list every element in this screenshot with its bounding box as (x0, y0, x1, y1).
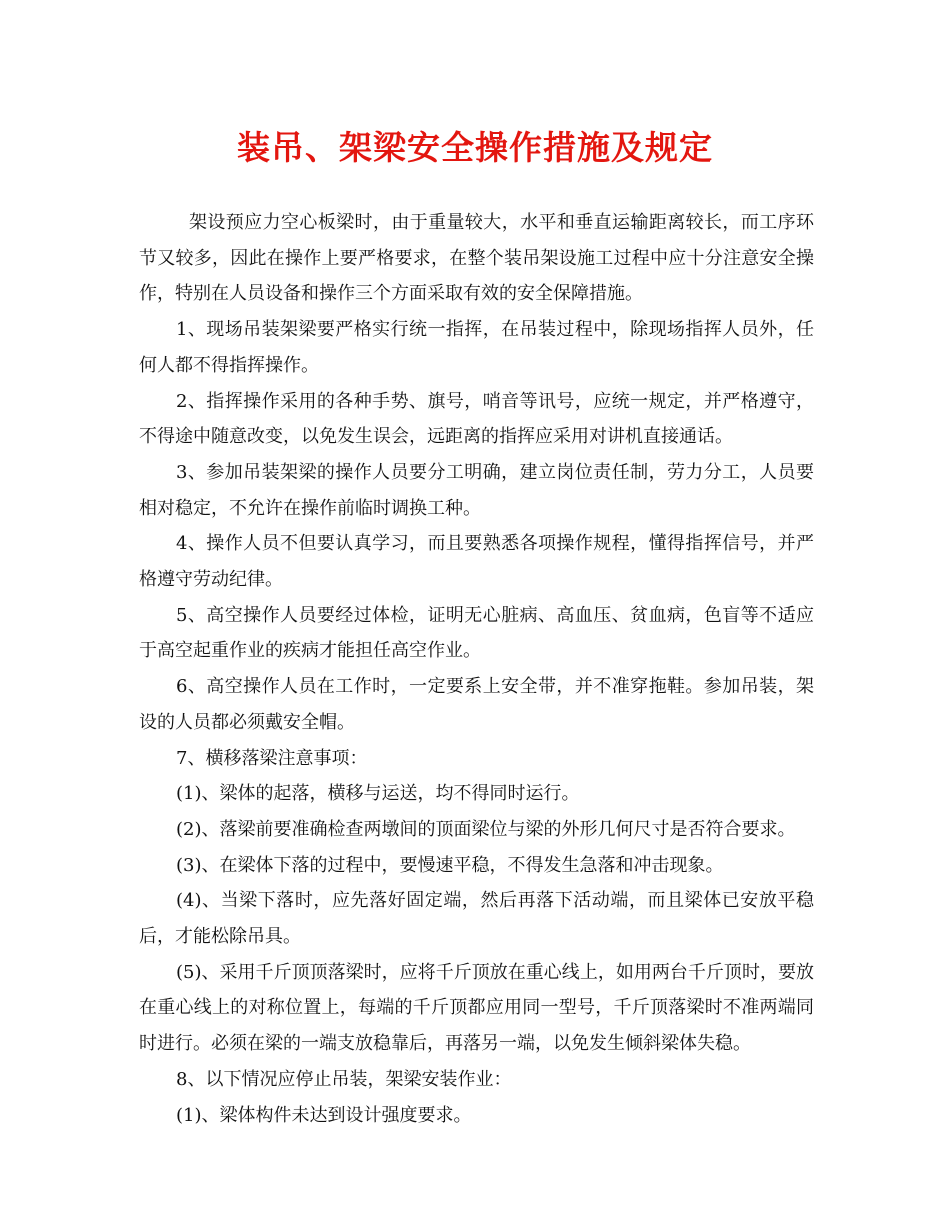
intro-paragraph: 架设预应力空心板梁时，由于重量较大，水平和垂直运输距离较长，而工序环节又较多，因此在操作上要严格要求，在整个装吊架设施工过程中应十分注意安全操作，特别在人员设备和操作三个方面采取有效的安全保障措施。 (139, 212, 814, 305)
rule-paragraph-5: 5、高空操作人员要经过体检，证明无心脏病、高血压、贫血病，色盲等不适应于高空起重作业的疾病才能担任高空作业。 (139, 604, 814, 662)
sub-item-7-5: (5)、采用千斤顶顶落梁时，应将千斤顶放在重心线上，如用两台千斤顶时，要放在重心线上的对称位置上，每端的千斤顶都应用同一型号，千斤顶落梁时不准两端同时进行。必须在梁的一端支放稳靠后，再落另一端，以免发生倾斜梁体失稳。 (139, 961, 814, 1055)
document-body (139, 205, 814, 1133)
sub-item-7-3: (3)、在梁体下落的过程中，要慢速平稳，不得发生急落和冲击现象。 (176, 854, 724, 876)
rule-paragraph-8: 8、以下情况应停止吊装，架梁安装作业： (176, 1068, 512, 1090)
sub-item-7-2: (2)、落梁前要准确检查两墩间的顶面梁位与梁的外形几何尺寸是否符合要求。 (176, 818, 796, 840)
sub-item-7-4: (4)、当梁下落时，应先落好固定端，然后再落下活动端，而且梁体已安放平稳后，才能松除吊具。 (139, 890, 814, 948)
document-title: 装吊、架梁安全操作措施及规定 (237, 128, 713, 167)
rule-paragraph-3: 3、参加吊装架梁的操作人员要分工明确，建立岗位责任制，劳力分工，人员要相对稳定，不允许在操作前临时调换工种。 (139, 461, 814, 519)
rule-paragraph-6: 6、高空操作人员在工作时，一定要系上安全带，并不准穿拖鞋。参加吊装，架设的人员都必须戴安全帽。 (139, 676, 814, 733)
rule-paragraph-2: 2、指挥操作采用的各种手势、旗号，哨音等讯号，应统一规定，并严格遵守，不得途中随意改变，以免发生误会，远距离的指挥应采用对讲机直接通话。 (139, 390, 814, 448)
sub-item-8-1: (1)、梁体构件未达到设计强度要求。 (176, 1104, 472, 1126)
rule-paragraph-4: 4、操作人员不但要认真学习，而且要熟悉各项操作规程，懂得指挥信号，并严格遵守劳动纪律。 (139, 533, 814, 591)
rule-paragraph-1: 1、现场吊装架梁要严格实行统一指挥，在吊装过程中，除现场指挥人员外，任何人都不得指挥操作。 (139, 319, 814, 376)
sub-item-7-1: (1)、梁体的起落，横移与运送，均不得同时运行。 (176, 783, 580, 805)
rule-paragraph-7: 7、横移落梁注意事项： (176, 747, 368, 769)
